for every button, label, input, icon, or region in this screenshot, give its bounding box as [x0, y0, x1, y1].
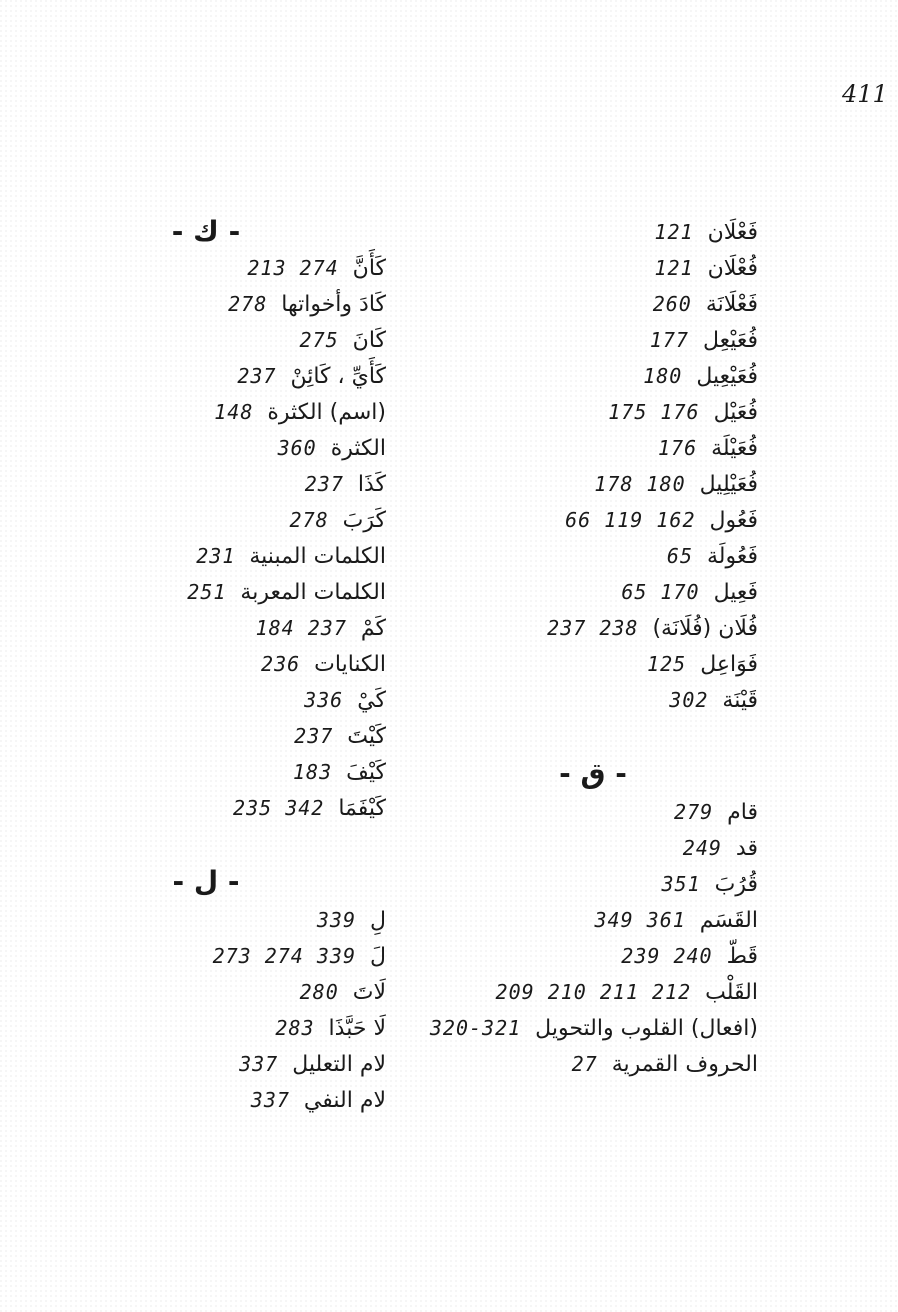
index-entry [26, 682, 386, 718]
entry-term: كَمْ [360, 616, 386, 641]
entry-pages: 339 [316, 908, 357, 932]
entry-pages: 336 [304, 688, 344, 712]
index-entry [26, 286, 386, 322]
entry-term: الكثرة [330, 436, 386, 461]
entry-term: فُعَيْعِل [702, 328, 758, 353]
entry-pages: 351 [661, 872, 701, 896]
entry-pages: 249 [682, 836, 722, 860]
entry-pages: 121 [654, 220, 694, 244]
index-entry [26, 1010, 386, 1046]
index-entry [26, 538, 386, 574]
index-entry [428, 394, 758, 430]
index-entry [428, 974, 758, 1010]
entry-pages: 360 [277, 436, 317, 460]
entry-term: (اسم) الكثرة [267, 400, 386, 425]
entry-term: الكلمات المعربة [240, 580, 386, 605]
entry-pages: 178 180 [594, 472, 686, 496]
section-heading-qaf: - ق - [559, 757, 627, 790]
entry-term: لام النفي [303, 1088, 386, 1113]
entry-pages: 180 [643, 364, 683, 388]
entry-pages: 213 274 [247, 256, 339, 280]
entry-term: فَعْلَانَة [705, 292, 758, 317]
entry-term: الحروف القمرية [611, 1052, 758, 1077]
entry-term: فَعْلَان [707, 220, 758, 245]
entry-term: فَعِيل [713, 580, 758, 605]
index-entry [26, 358, 386, 394]
entry-pages: 279 [674, 800, 714, 824]
entry-pages: 337 [239, 1052, 279, 1076]
entry-term: قَطّ [726, 944, 758, 969]
index-entry [26, 394, 386, 430]
index-entry [428, 902, 758, 938]
section-heading-kaf: - ك - [171, 215, 241, 248]
entry-pages: 237 [294, 724, 334, 748]
index-entry [428, 682, 758, 718]
entry-pages: 184 237 [255, 616, 347, 640]
entry-term: فُعْلَان [707, 256, 758, 281]
index-entry [26, 610, 386, 646]
index-entry [428, 322, 758, 358]
entry-term: (افعال) القلوب والتحويل [535, 1016, 758, 1041]
entry-pages: 209 210 211 212 [495, 980, 692, 1004]
entry-pages: 236 [261, 652, 301, 676]
index-entry [428, 286, 758, 322]
entry-term: كَانَ [352, 328, 386, 353]
entry-pages: 231 [196, 544, 236, 568]
entry-term: كَيْ [357, 688, 386, 713]
entry-term: لَاتَ [352, 980, 386, 1005]
entry-pages: 278 [228, 292, 268, 316]
entry-pages: 183 [292, 760, 333, 784]
entry-pages: 260 [652, 292, 692, 316]
entry-pages: 275 [299, 328, 339, 352]
section-heading-lam: - ل - [172, 865, 240, 898]
index-entry [26, 502, 386, 538]
entry-pages: 280 [299, 980, 339, 1004]
entry-term: قُرُبَ [714, 872, 758, 897]
entry-term: كَادَ وأخواتها [281, 292, 386, 317]
index-entry [26, 1082, 386, 1118]
right-column [428, 214, 758, 1082]
entry-term: قد [735, 836, 758, 861]
index-entry [26, 974, 386, 1010]
entry-pages: 283 [275, 1016, 315, 1040]
entry-term: فُعَيْل [713, 400, 758, 425]
entry-pages: 148 [214, 400, 254, 424]
index-entry [428, 214, 758, 250]
left-column [26, 214, 386, 1118]
entry-term: كَذَا [357, 472, 386, 497]
entry-term: فَوَاعِل [700, 652, 758, 677]
entry-term: فُعَيْعِيل [696, 364, 758, 389]
spacer [428, 718, 758, 754]
spacer [26, 826, 386, 862]
entry-pages: 239 240 [621, 944, 713, 968]
index-entry [428, 466, 758, 502]
entry-term: لِ [370, 908, 386, 933]
index-entry [26, 322, 386, 358]
entry-term: كَيْتَ [347, 724, 386, 749]
entry-term: كَرَبَ [342, 508, 386, 533]
entry-term: لَ [370, 944, 386, 969]
index-entry [428, 866, 758, 902]
entry-pages: 302 [669, 688, 709, 712]
entry-pages: 175 176 [608, 400, 700, 424]
index-entry [26, 938, 386, 974]
entry-pages: 349 361 [594, 908, 686, 932]
entry-term: فَعُولَة [707, 544, 758, 569]
entry-term: القَسَم [699, 908, 758, 933]
index-entry [428, 502, 758, 538]
entry-pages: 235 342 [233, 796, 325, 820]
entry-pages: 176 [658, 436, 698, 460]
index-entry [26, 250, 386, 286]
entry-term: فُلَان (فُلَانَة) [652, 616, 758, 641]
index-entry [428, 250, 758, 286]
index-entry [428, 430, 758, 466]
index-entry [26, 754, 386, 790]
entry-term: كَأَنَّ [352, 256, 386, 281]
entry-pages: 273 274 339 [212, 944, 357, 968]
entry-term: لَا حَبَّذَا [328, 1016, 386, 1041]
entry-term: فُعَيْلِيل [699, 472, 758, 497]
page-number: 411 [842, 80, 888, 108]
index-entry [428, 938, 758, 974]
index-entry [26, 1046, 386, 1082]
entry-pages: 121 [654, 256, 694, 280]
index-entry [26, 790, 386, 826]
index-entry [26, 718, 386, 754]
entry-pages: 65 170 [621, 580, 700, 604]
entry-pages: 237 [304, 472, 344, 496]
index-entry [428, 646, 758, 682]
entry-term: قَيْنَة [722, 688, 758, 713]
index-entry [26, 574, 386, 610]
entry-pages: 65 [666, 544, 693, 568]
entry-pages: 320-321 [429, 1016, 522, 1040]
entry-term: القَلْب [705, 980, 758, 1005]
entry-pages: 337 [250, 1088, 290, 1112]
index-entry [428, 830, 758, 866]
entry-pages: 237 [237, 364, 277, 388]
entry-term: كَيْفَ [346, 760, 386, 785]
index-entry [428, 794, 758, 830]
index-entry [26, 646, 386, 682]
entry-term: لام التعليل [292, 1052, 386, 1077]
entry-term: كَأَيِّ ، كَائِنْ [290, 364, 386, 389]
entry-term: فَعُول [709, 508, 758, 533]
entry-pages: 66 119 162 [565, 508, 696, 532]
index-entry [428, 610, 758, 646]
entry-pages: 237 238 [547, 616, 639, 640]
index-entry [428, 1046, 758, 1082]
index-entry [26, 430, 386, 466]
entry-pages: 125 [647, 652, 687, 676]
entry-pages: 27 [571, 1052, 598, 1076]
index-entry [428, 538, 758, 574]
entry-term: الكنايات [314, 652, 386, 677]
entry-term: الكلمات المبنية [249, 544, 386, 569]
index-entry [26, 466, 386, 502]
entry-pages: 177 [649, 328, 689, 352]
entry-term: كَيْفَمَا [338, 796, 386, 821]
entry-term: قام [727, 800, 758, 825]
entry-pages: 251 [187, 580, 227, 604]
index-entry [428, 358, 758, 394]
entry-pages: 278 [289, 508, 329, 532]
index-entry [428, 574, 758, 610]
entry-term: فُعَيْلَة [711, 436, 758, 461]
index-entry [428, 1010, 758, 1046]
index-entry [26, 902, 386, 938]
